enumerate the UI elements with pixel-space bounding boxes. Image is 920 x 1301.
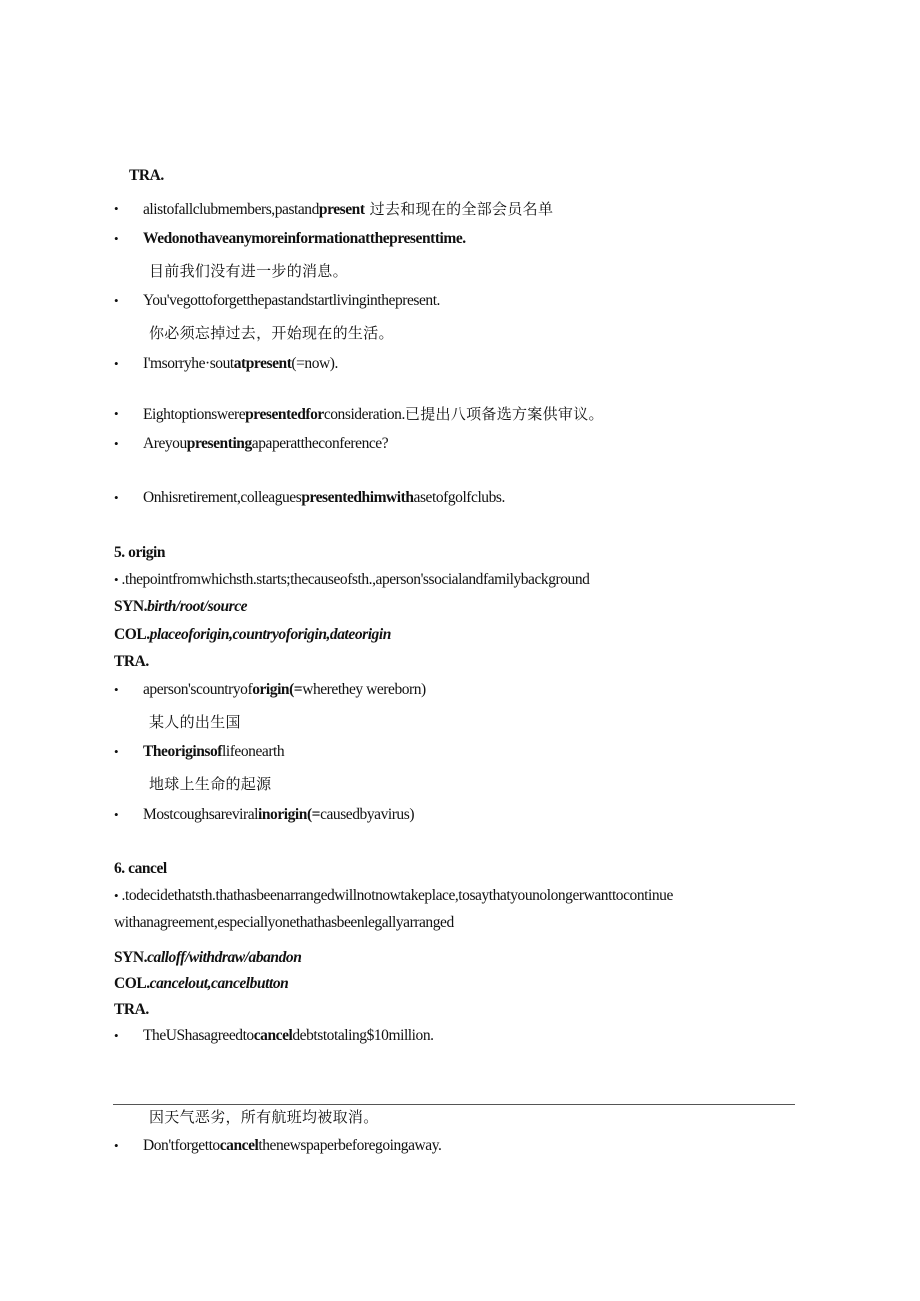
example-text: consideration. bbox=[323, 406, 405, 423]
example-text: Mostcoughsareviral bbox=[143, 806, 259, 823]
collocations bbox=[114, 625, 391, 645]
tra-label: TRA. bbox=[114, 653, 149, 670]
example-text: Eightoptionswere bbox=[143, 406, 246, 423]
col-label: COL. bbox=[114, 975, 150, 992]
keyword: Theoriginsof bbox=[143, 743, 222, 760]
bullet-icon: • bbox=[114, 744, 119, 759]
bullet-icon: • bbox=[114, 231, 119, 246]
example-sentence bbox=[143, 680, 426, 700]
example-sentence bbox=[143, 199, 553, 220]
example-text: TheUShasagreedto bbox=[143, 1027, 254, 1044]
entry-heading: 6. cancel bbox=[114, 860, 167, 877]
example-text: causedbyavirus) bbox=[320, 806, 415, 823]
example-sentence bbox=[143, 1136, 441, 1156]
keyword: Wedonothaveanymoreinformationatthepresenttime. bbox=[143, 230, 466, 247]
bullet-icon: • bbox=[114, 490, 119, 505]
keyword: cancel bbox=[219, 1137, 259, 1154]
example-text: apaperattheconference? bbox=[251, 435, 389, 452]
translation: 目前我们没有进一步的消息。 bbox=[149, 262, 348, 280]
synonyms bbox=[114, 948, 301, 968]
example-sentence bbox=[143, 488, 505, 508]
keyword: inorigin(= bbox=[258, 806, 321, 823]
col-words: placeoforigin,countryoforigin,dateorigin bbox=[149, 626, 391, 643]
definition-continued: withanagreement,especiallyonethathasbeenlegallyarranged bbox=[114, 914, 454, 931]
bullet-icon: • bbox=[114, 682, 119, 697]
col-words: cancelout,cancelbutton bbox=[149, 975, 289, 992]
translation: 你必须忘掉过去，开始现在的生活。 bbox=[149, 324, 394, 342]
translation: 某人的出生国 bbox=[149, 713, 241, 731]
example-sentence bbox=[143, 805, 414, 825]
keyword: present bbox=[318, 201, 365, 218]
keyword: presentedfor bbox=[245, 406, 324, 423]
syn-words: calloff/withdraw/abandon bbox=[147, 949, 302, 966]
translation: 因天气恶劣，所有航班均被取消。 bbox=[149, 1108, 379, 1126]
tra-label: TRA. bbox=[114, 1001, 149, 1018]
bullet-icon: • bbox=[114, 356, 119, 371]
example-text: aperson'scountryof bbox=[143, 681, 253, 698]
example-sentence bbox=[143, 354, 338, 374]
bullet-icon: • bbox=[114, 436, 119, 451]
bullet-icon: • bbox=[114, 1028, 119, 1043]
syn-words: birth/root/source bbox=[147, 598, 248, 615]
bullet-icon: • bbox=[114, 807, 119, 822]
example-sentence bbox=[143, 742, 284, 762]
example-text: Don'tforgetto bbox=[143, 1137, 220, 1154]
keyword: atpresent bbox=[233, 355, 292, 372]
keyword: presenting bbox=[186, 435, 252, 452]
bullet-icon: • bbox=[114, 572, 119, 587]
collocations bbox=[114, 974, 288, 994]
example-text: Areyou bbox=[143, 435, 187, 452]
translation: 地球上生命的起源 bbox=[149, 775, 272, 793]
bullet-icon: • bbox=[114, 406, 119, 421]
example-text: alistofallclubmembers,pastand bbox=[143, 201, 319, 218]
entry-heading: 5. origin bbox=[114, 544, 166, 561]
example-text: (=now). bbox=[291, 355, 338, 372]
bullet-icon: • bbox=[114, 201, 119, 216]
example-text: thenewspaperbeforegoingaway. bbox=[258, 1137, 442, 1154]
example-sentence: You'vegottoforgetthepastandstartlivinginthepresent. bbox=[143, 292, 440, 309]
definition-text: .todecidethatsth.thathasbeenarrangedwillnotnowtakeplace,tosaythatyounolongerwanttocontinue bbox=[121, 887, 673, 904]
col-label: COL. bbox=[114, 626, 150, 643]
example-text: I'msorryhe·sout bbox=[143, 355, 234, 372]
example-sentence bbox=[143, 229, 466, 249]
example-text: lifeonearth bbox=[222, 743, 285, 760]
example-sentence bbox=[143, 404, 604, 425]
bullet-icon: • bbox=[114, 293, 119, 308]
translation: 过去和现在的全部会员名单 bbox=[364, 200, 554, 218]
divider bbox=[113, 1104, 795, 1105]
example-text: Onhisretirement,colleagues bbox=[143, 489, 302, 506]
bullet-icon: • bbox=[114, 888, 119, 903]
keyword: origin(= bbox=[252, 681, 303, 698]
translation: 已提出八项备选方案供审议。 bbox=[404, 405, 604, 423]
definition bbox=[114, 570, 589, 590]
synonyms bbox=[114, 597, 247, 617]
tra-label: TRA. bbox=[129, 167, 164, 184]
example-text: asetofgolfclubs. bbox=[413, 489, 505, 506]
bullet-icon: • bbox=[114, 1138, 119, 1153]
definition-text: .thepointfromwhichsth.starts;thecauseofsth.,aperson'ssocialandfamilybackground bbox=[121, 571, 590, 588]
syn-label: SYN. bbox=[114, 949, 148, 966]
keyword: cancel bbox=[253, 1027, 293, 1044]
example-text: debtstotaling$10million. bbox=[292, 1027, 434, 1044]
example-text: wherethey wereborn) bbox=[302, 681, 426, 698]
syn-label: SYN. bbox=[114, 598, 148, 615]
example-sentence bbox=[143, 1026, 434, 1046]
keyword: presentedhimwith bbox=[301, 489, 414, 506]
example-sentence bbox=[143, 434, 388, 454]
definition bbox=[114, 886, 673, 906]
